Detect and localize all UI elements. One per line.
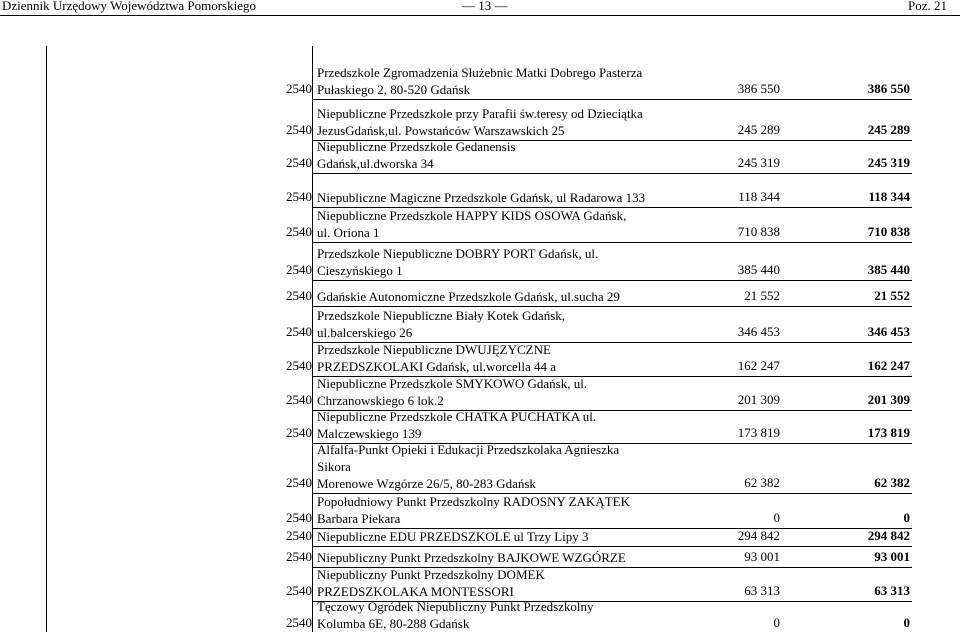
- total-amount: 245 289: [867, 122, 910, 137]
- total-amount: 62 382: [874, 475, 910, 490]
- page-header: [0, 0, 960, 14]
- section-code: 2540: [286, 528, 312, 543]
- planned-amount: 346 453: [737, 324, 780, 339]
- table-row: [0, 375, 960, 409]
- section-code: 2540: [286, 155, 312, 170]
- table-row: [0, 241, 960, 279]
- total-amount: 162 247: [867, 358, 910, 373]
- planned-amount: 93 001: [744, 549, 780, 564]
- section-code: 2540: [286, 358, 312, 373]
- planned-amount: 21 552: [744, 288, 780, 303]
- row-separator: [312, 99, 912, 100]
- institution-name: Przedszkole Niepubliczne DWUJĘZYCZNE PRZEDSZKOLAKI Gdańsk, ul.worcella 44 a: [317, 342, 557, 374]
- total-amount: 385 440: [867, 262, 910, 277]
- planned-amount: 162 247: [737, 358, 780, 373]
- institution-name: Gdańskie Autonomiczne Przedszkole Gdańsk, ul.sucha 29: [317, 289, 620, 304]
- section-code: 2540: [286, 189, 312, 204]
- institution-name: Niepubliczny Punkt Przedszkolny DOMEK PRZEDSZKOLAKA MONTESSORI: [317, 567, 545, 599]
- planned-amount: 245 319: [737, 155, 780, 170]
- section-code: 2540: [286, 549, 312, 564]
- institution-name: Przedszkole Niepubliczne DOBRY PORT Gdańsk, ul. Cieszyńskiego 1: [317, 246, 599, 278]
- table-row: [0, 545, 960, 566]
- planned-amount: 385 440: [737, 262, 780, 277]
- planned-amount: 386 550: [737, 81, 780, 96]
- journal-title: Dziennik Urzędowy Województwa Pomorskiego: [2, 0, 256, 13]
- total-amount: 294 842: [867, 528, 910, 543]
- table-row: [0, 46, 960, 98]
- institution-name: Niepubliczne Przedszkole CHATKA PUCHATKA ul. Malczewskiego 139: [317, 409, 597, 441]
- total-amount: 21 552: [874, 288, 910, 303]
- institution-name: Niepubliczne EDU PRZEDSZKOLE ul Trzy Lipy 3: [317, 529, 589, 544]
- institution-name: Przedszkole Niepubliczne Biały Kotek Gdańsk, ul.balcerskiego 26: [317, 308, 566, 340]
- header-rule: [0, 15, 960, 16]
- planned-amount: 173 819: [737, 425, 780, 440]
- planned-amount: 62 382: [744, 475, 780, 490]
- section-code: 2540: [286, 81, 312, 96]
- table-row: [0, 409, 960, 442]
- table-row: [0, 600, 960, 632]
- institution-name: Niepubliczne Przedszkole HAPPY KIDS OSOWA Gdańsk, ul. Oriona 1: [317, 208, 627, 240]
- institution-name: Niepubliczne Przedszkole Gedanensis Gdańsk,ul.dworska 34: [317, 139, 516, 171]
- section-code: 2540: [286, 324, 312, 339]
- section-code: 2540: [286, 122, 312, 137]
- table-row: [0, 172, 960, 206]
- row-separator: [312, 280, 912, 281]
- institution-name: Niepubliczne Przedszkole SMYKOWO Gdańsk, ul. Chrzanowskiego 6 lok.2: [317, 376, 588, 408]
- table-row: [0, 566, 960, 600]
- position-label: Poz. 21: [908, 0, 947, 13]
- planned-amount: 245 289: [737, 122, 780, 137]
- table-row: [0, 527, 960, 545]
- institution-name: Niepubliczne Przedszkole przy Parafii św.teresy od Dzieciątka JezusGdańsk,ul. Powstańców Warszawskich 25: [317, 106, 643, 138]
- table-row: [0, 139, 960, 172]
- planned-amount: 118 344: [738, 189, 780, 204]
- table-row: [0, 105, 960, 139]
- section-code: 2540: [286, 615, 312, 630]
- section-code: 2540: [286, 392, 312, 407]
- planned-amount: 0: [773, 615, 780, 630]
- page-number: — 13 —: [462, 0, 508, 13]
- section-code: 2540: [286, 425, 312, 440]
- total-amount: 0: [903, 615, 910, 630]
- total-amount: 386 550: [867, 81, 910, 96]
- institution-name: Popołudniowy Punkt Przedszkolny RADOSNY ZAKĄTEK Barbara Piekara: [317, 494, 630, 526]
- total-amount: 346 453: [867, 324, 910, 339]
- total-amount: 93 001: [874, 549, 910, 564]
- institution-name: Niepubliczne Magiczne Przedszkole Gdańsk, ul Radarowa 133: [317, 190, 646, 205]
- section-code: 2540: [286, 583, 312, 598]
- section-code: 2540: [286, 475, 312, 490]
- total-amount: 201 309: [867, 392, 910, 407]
- total-amount: 63 313: [874, 583, 910, 598]
- planned-amount: 63 313: [744, 583, 780, 598]
- planned-amount: 0: [773, 510, 780, 525]
- table-row: [0, 442, 960, 492]
- total-amount: 0: [903, 510, 910, 525]
- planned-amount: 294 842: [737, 528, 780, 543]
- section-code: 2540: [286, 224, 312, 239]
- table-row: [0, 206, 960, 241]
- section-code: 2540: [286, 262, 312, 277]
- institution-name: Tęczowy Ogródek Niepubliczny Punkt Przedszkolny Kolumba 6E, 80-288 Gdańsk: [317, 599, 594, 631]
- institution-name: Alfalfa-Punkt Opieki i Edukacji Przedszkolaka Agnieszka Sikora Morenowe Wzgórze 26/5, 80-283 Gdańsk: [317, 442, 620, 491]
- total-amount: 118 344: [868, 189, 910, 204]
- total-amount: 173 819: [867, 425, 910, 440]
- institution-name: Niepubliczny Punkt Przedszkolny BAJKOWE WZGÓRZE: [317, 550, 626, 565]
- planned-amount: 201 309: [737, 392, 780, 407]
- section-code: 2540: [286, 288, 312, 303]
- institution-name: Przedszkole Zgromadzenia Służebnic Matki Dobrego Pasterza Pułaskiego 2, 80-520 Gdańsk: [317, 65, 643, 97]
- section-code: 2540: [286, 510, 312, 525]
- table-row: [0, 305, 960, 341]
- total-amount: 710 838: [867, 224, 910, 239]
- table-row: [0, 287, 960, 305]
- table-row: [0, 341, 960, 375]
- total-amount: 245 319: [867, 155, 910, 170]
- table-row: [0, 492, 960, 527]
- planned-amount: 710 838: [737, 224, 780, 239]
